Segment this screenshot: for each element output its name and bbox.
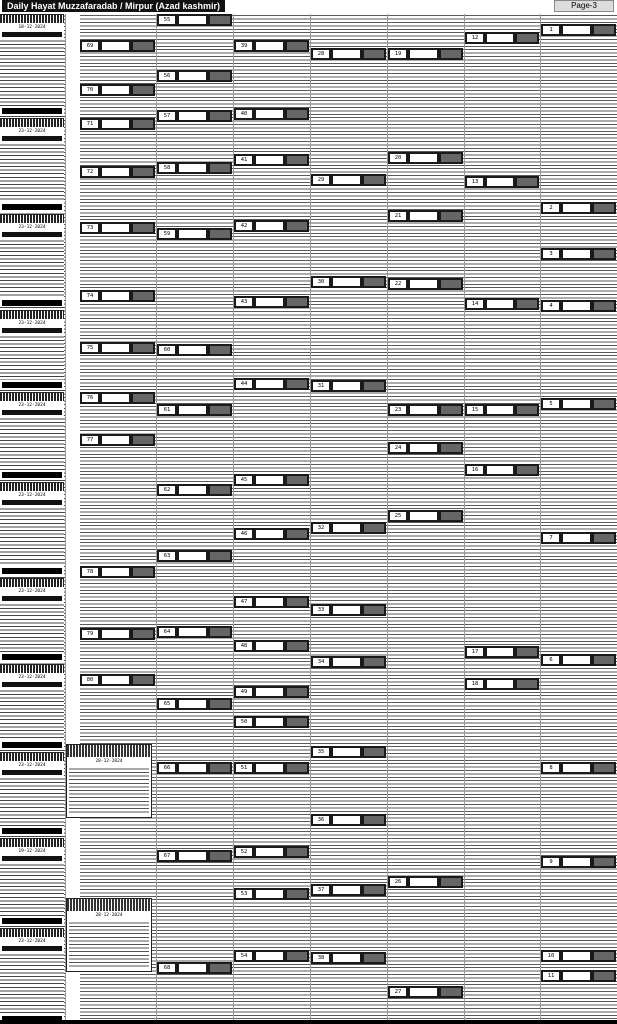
notice-number: 36 bbox=[313, 816, 329, 824]
notice-header bbox=[234, 686, 309, 698]
notice-header bbox=[80, 222, 155, 234]
notice-header bbox=[157, 14, 232, 26]
notice-number: 6 bbox=[543, 656, 559, 664]
notice-number: 67 bbox=[159, 852, 175, 860]
notice-header bbox=[465, 678, 539, 690]
notice-number: 30 bbox=[313, 278, 329, 286]
notice-header bbox=[311, 814, 386, 826]
notice-number: 60 bbox=[159, 346, 175, 354]
notice-header bbox=[234, 40, 309, 52]
notice-header bbox=[157, 762, 232, 774]
notice-header bbox=[541, 24, 616, 36]
notice-header bbox=[80, 566, 155, 578]
notice-number: 38 bbox=[313, 954, 329, 962]
notice-header bbox=[465, 32, 539, 44]
notice-header bbox=[80, 392, 155, 404]
notice-block bbox=[0, 482, 64, 575]
notice-header bbox=[541, 300, 616, 312]
notice-header bbox=[157, 344, 232, 356]
notice-header bbox=[541, 248, 616, 260]
notice-number: 58 bbox=[159, 164, 175, 172]
notice-number: 8 bbox=[543, 764, 559, 772]
notice-header bbox=[541, 856, 616, 868]
notice-date: 19-12-2024 bbox=[18, 849, 46, 854]
notice-number: 51 bbox=[236, 764, 252, 772]
notice-number: 33 bbox=[313, 606, 329, 614]
bottom-rule bbox=[0, 1020, 617, 1024]
notice-header bbox=[311, 276, 386, 288]
notice-number: 20 bbox=[390, 154, 406, 162]
notice-number: 2 bbox=[543, 204, 559, 212]
notice-number: 14 bbox=[467, 300, 483, 308]
notice-number: 54 bbox=[236, 952, 252, 960]
notice-number: 16 bbox=[467, 466, 483, 474]
notice-number: 76 bbox=[82, 394, 98, 402]
notice-number: 80 bbox=[82, 676, 98, 684]
notice-block bbox=[0, 928, 64, 1022]
notice-number: 23 bbox=[390, 406, 406, 414]
notice-number: 4 bbox=[543, 302, 559, 310]
notice-number: 43 bbox=[236, 298, 252, 306]
notice-header bbox=[234, 474, 309, 486]
notice-number: 7 bbox=[543, 534, 559, 542]
notice-block bbox=[0, 664, 64, 749]
notice-block bbox=[0, 752, 64, 835]
notice-number: 46 bbox=[236, 530, 252, 538]
notice-number: 50 bbox=[236, 718, 252, 726]
notice-header bbox=[157, 484, 232, 496]
notice-header bbox=[80, 434, 155, 446]
classified-column-e bbox=[388, 14, 465, 1022]
notice-block bbox=[0, 118, 64, 211]
notice-date: 23-12-2024 bbox=[18, 493, 46, 498]
notice-header bbox=[234, 154, 309, 166]
notice-header bbox=[234, 108, 309, 120]
notice-header bbox=[388, 986, 463, 998]
notice-block bbox=[0, 310, 64, 389]
notice-number: 61 bbox=[159, 406, 175, 414]
notice-header bbox=[388, 404, 463, 416]
notice-header bbox=[311, 604, 386, 616]
notice-number: 17 bbox=[467, 648, 483, 656]
notice-number: 39 bbox=[236, 42, 252, 50]
masthead: Daily Hayat Muzzafaradab / Mirpur (Azad kashmir) bbox=[2, 0, 225, 12]
notice-header bbox=[541, 654, 616, 666]
notice-header bbox=[157, 626, 232, 638]
notice-header bbox=[465, 646, 539, 658]
notice-header bbox=[311, 48, 386, 60]
notice-header bbox=[311, 746, 386, 758]
notice-block bbox=[0, 14, 64, 115]
left-notice-column bbox=[0, 14, 66, 1022]
notice-header bbox=[157, 228, 232, 240]
notice-number: 29 bbox=[313, 176, 329, 184]
notice-header bbox=[80, 342, 155, 354]
notice-header bbox=[388, 876, 463, 888]
notice-header bbox=[80, 84, 155, 96]
notice-header bbox=[234, 846, 309, 858]
notice-date: 23-12-2024 bbox=[18, 403, 46, 408]
notice-header bbox=[388, 48, 463, 60]
notice-header bbox=[311, 884, 386, 896]
notice-header bbox=[388, 442, 463, 454]
notice-date: 23-12-2024 bbox=[18, 589, 46, 594]
notice-header bbox=[541, 950, 616, 962]
notice-header bbox=[311, 952, 386, 964]
notice-number: 22 bbox=[390, 280, 406, 288]
notice-header bbox=[388, 278, 463, 290]
notice-number: 18 bbox=[467, 680, 483, 688]
notice-date: 23-12-2024 bbox=[18, 939, 46, 944]
notice-date: 23-12-2024 bbox=[18, 129, 46, 134]
notice-header bbox=[541, 202, 616, 214]
notice-header bbox=[465, 464, 539, 476]
notice-header bbox=[465, 404, 539, 416]
notice-number: 62 bbox=[159, 486, 175, 494]
notice-header bbox=[388, 152, 463, 164]
notice-number: 1 bbox=[543, 26, 559, 34]
notice-date: 23-12-2024 bbox=[18, 225, 46, 230]
notice-block bbox=[0, 392, 64, 479]
notice-number: 3 bbox=[543, 250, 559, 258]
notice-header bbox=[80, 40, 155, 52]
notice-number: 55 bbox=[159, 16, 175, 24]
notice-date: 23-12-2024 bbox=[18, 763, 46, 768]
stamp-notice bbox=[66, 898, 152, 972]
notice-number: 11 bbox=[543, 972, 559, 980]
notice-number: 26 bbox=[390, 878, 406, 886]
notice-block bbox=[0, 214, 64, 307]
notice-header bbox=[157, 110, 232, 122]
notice-header bbox=[234, 950, 309, 962]
notice-header bbox=[234, 888, 309, 900]
notice-header bbox=[157, 850, 232, 862]
stamp-date: 28-12-2024 bbox=[95, 913, 123, 918]
notice-header bbox=[311, 656, 386, 668]
notice-header bbox=[234, 528, 309, 540]
notice-header bbox=[157, 550, 232, 562]
notice-number: 70 bbox=[82, 86, 98, 94]
notice-number: 15 bbox=[467, 406, 483, 414]
notice-number: 77 bbox=[82, 436, 98, 444]
notice-header bbox=[234, 762, 309, 774]
notice-block bbox=[0, 838, 64, 925]
notice-header bbox=[541, 532, 616, 544]
notice-header bbox=[388, 510, 463, 522]
notice-number: 27 bbox=[390, 988, 406, 996]
notice-number: 41 bbox=[236, 156, 252, 164]
notice-number: 31 bbox=[313, 382, 329, 390]
notice-number: 53 bbox=[236, 890, 252, 898]
notice-number: 71 bbox=[82, 120, 98, 128]
notice-header bbox=[80, 166, 155, 178]
notice-date: 23-12-2024 bbox=[18, 675, 46, 680]
notice-header bbox=[234, 716, 309, 728]
notice-number: 66 bbox=[159, 764, 175, 772]
notice-number: 75 bbox=[82, 344, 98, 352]
classified-column-a bbox=[80, 14, 157, 1022]
notice-header bbox=[311, 174, 386, 186]
notice-header bbox=[234, 220, 309, 232]
notice-header bbox=[234, 640, 309, 652]
classified-column-c bbox=[234, 14, 311, 1022]
notice-number: 45 bbox=[236, 476, 252, 484]
notice-header bbox=[234, 596, 309, 608]
notice-header bbox=[80, 290, 155, 302]
notice-header bbox=[157, 70, 232, 82]
page-header bbox=[0, 0, 617, 13]
notice-number: 21 bbox=[390, 212, 406, 220]
notice-header bbox=[157, 162, 232, 174]
notice-date: 18-12-2024 bbox=[18, 25, 46, 30]
notice-number: 40 bbox=[236, 110, 252, 118]
notice-number: 64 bbox=[159, 628, 175, 636]
notice-number: 34 bbox=[313, 658, 329, 666]
notice-number: 10 bbox=[543, 952, 559, 960]
notice-header bbox=[388, 210, 463, 222]
notice-number: 74 bbox=[82, 292, 98, 300]
notice-header bbox=[234, 378, 309, 390]
notice-header bbox=[311, 380, 386, 392]
notice-number: 56 bbox=[159, 72, 175, 80]
notice-block bbox=[0, 578, 64, 661]
notice-number: 65 bbox=[159, 700, 175, 708]
notice-header bbox=[157, 698, 232, 710]
notice-number: 68 bbox=[159, 964, 175, 972]
notice-header bbox=[311, 522, 386, 534]
classified-column-b bbox=[157, 14, 234, 1022]
notice-header bbox=[541, 970, 616, 982]
notice-number: 42 bbox=[236, 222, 252, 230]
notice-number: 78 bbox=[82, 568, 98, 576]
notice-header bbox=[80, 628, 155, 640]
notice-number: 57 bbox=[159, 112, 175, 120]
notice-number: 5 bbox=[543, 400, 559, 408]
notice-number: 52 bbox=[236, 848, 252, 856]
notice-number: 25 bbox=[390, 512, 406, 520]
notice-number: 35 bbox=[313, 748, 329, 756]
notice-number: 72 bbox=[82, 168, 98, 176]
notice-header bbox=[234, 296, 309, 308]
notice-date: 23-12-2024 bbox=[18, 321, 46, 326]
notice-number: 73 bbox=[82, 224, 98, 232]
notice-number: 63 bbox=[159, 552, 175, 560]
notice-number: 28 bbox=[313, 50, 329, 58]
notice-number: 13 bbox=[467, 178, 483, 186]
notice-number: 47 bbox=[236, 598, 252, 606]
notice-header bbox=[541, 762, 616, 774]
classified-column-d bbox=[311, 14, 388, 1022]
notice-number: 79 bbox=[82, 630, 98, 638]
classified-column-f bbox=[465, 14, 541, 1022]
stamp-date: 28-12-2024 bbox=[95, 759, 123, 764]
notice-number: 44 bbox=[236, 380, 252, 388]
notice-number: 49 bbox=[236, 688, 252, 696]
notice-header bbox=[80, 674, 155, 686]
notice-header bbox=[541, 398, 616, 410]
classified-column-g bbox=[541, 14, 617, 1022]
notice-number: 24 bbox=[390, 444, 406, 452]
notice-number: 48 bbox=[236, 642, 252, 650]
notice-header bbox=[157, 404, 232, 416]
notice-number: 9 bbox=[543, 858, 559, 866]
stamp-notice bbox=[66, 744, 152, 818]
notice-number: 69 bbox=[82, 42, 98, 50]
notice-header bbox=[157, 962, 232, 974]
notice-number: 59 bbox=[159, 230, 175, 238]
notice-header bbox=[80, 118, 155, 130]
page-number-label: Page-3 bbox=[554, 0, 614, 12]
notice-number: 12 bbox=[467, 34, 483, 42]
notice-number: 37 bbox=[313, 886, 329, 894]
notice-header bbox=[465, 298, 539, 310]
notice-number: 32 bbox=[313, 524, 329, 532]
notice-header bbox=[465, 176, 539, 188]
notice-number: 19 bbox=[390, 50, 406, 58]
